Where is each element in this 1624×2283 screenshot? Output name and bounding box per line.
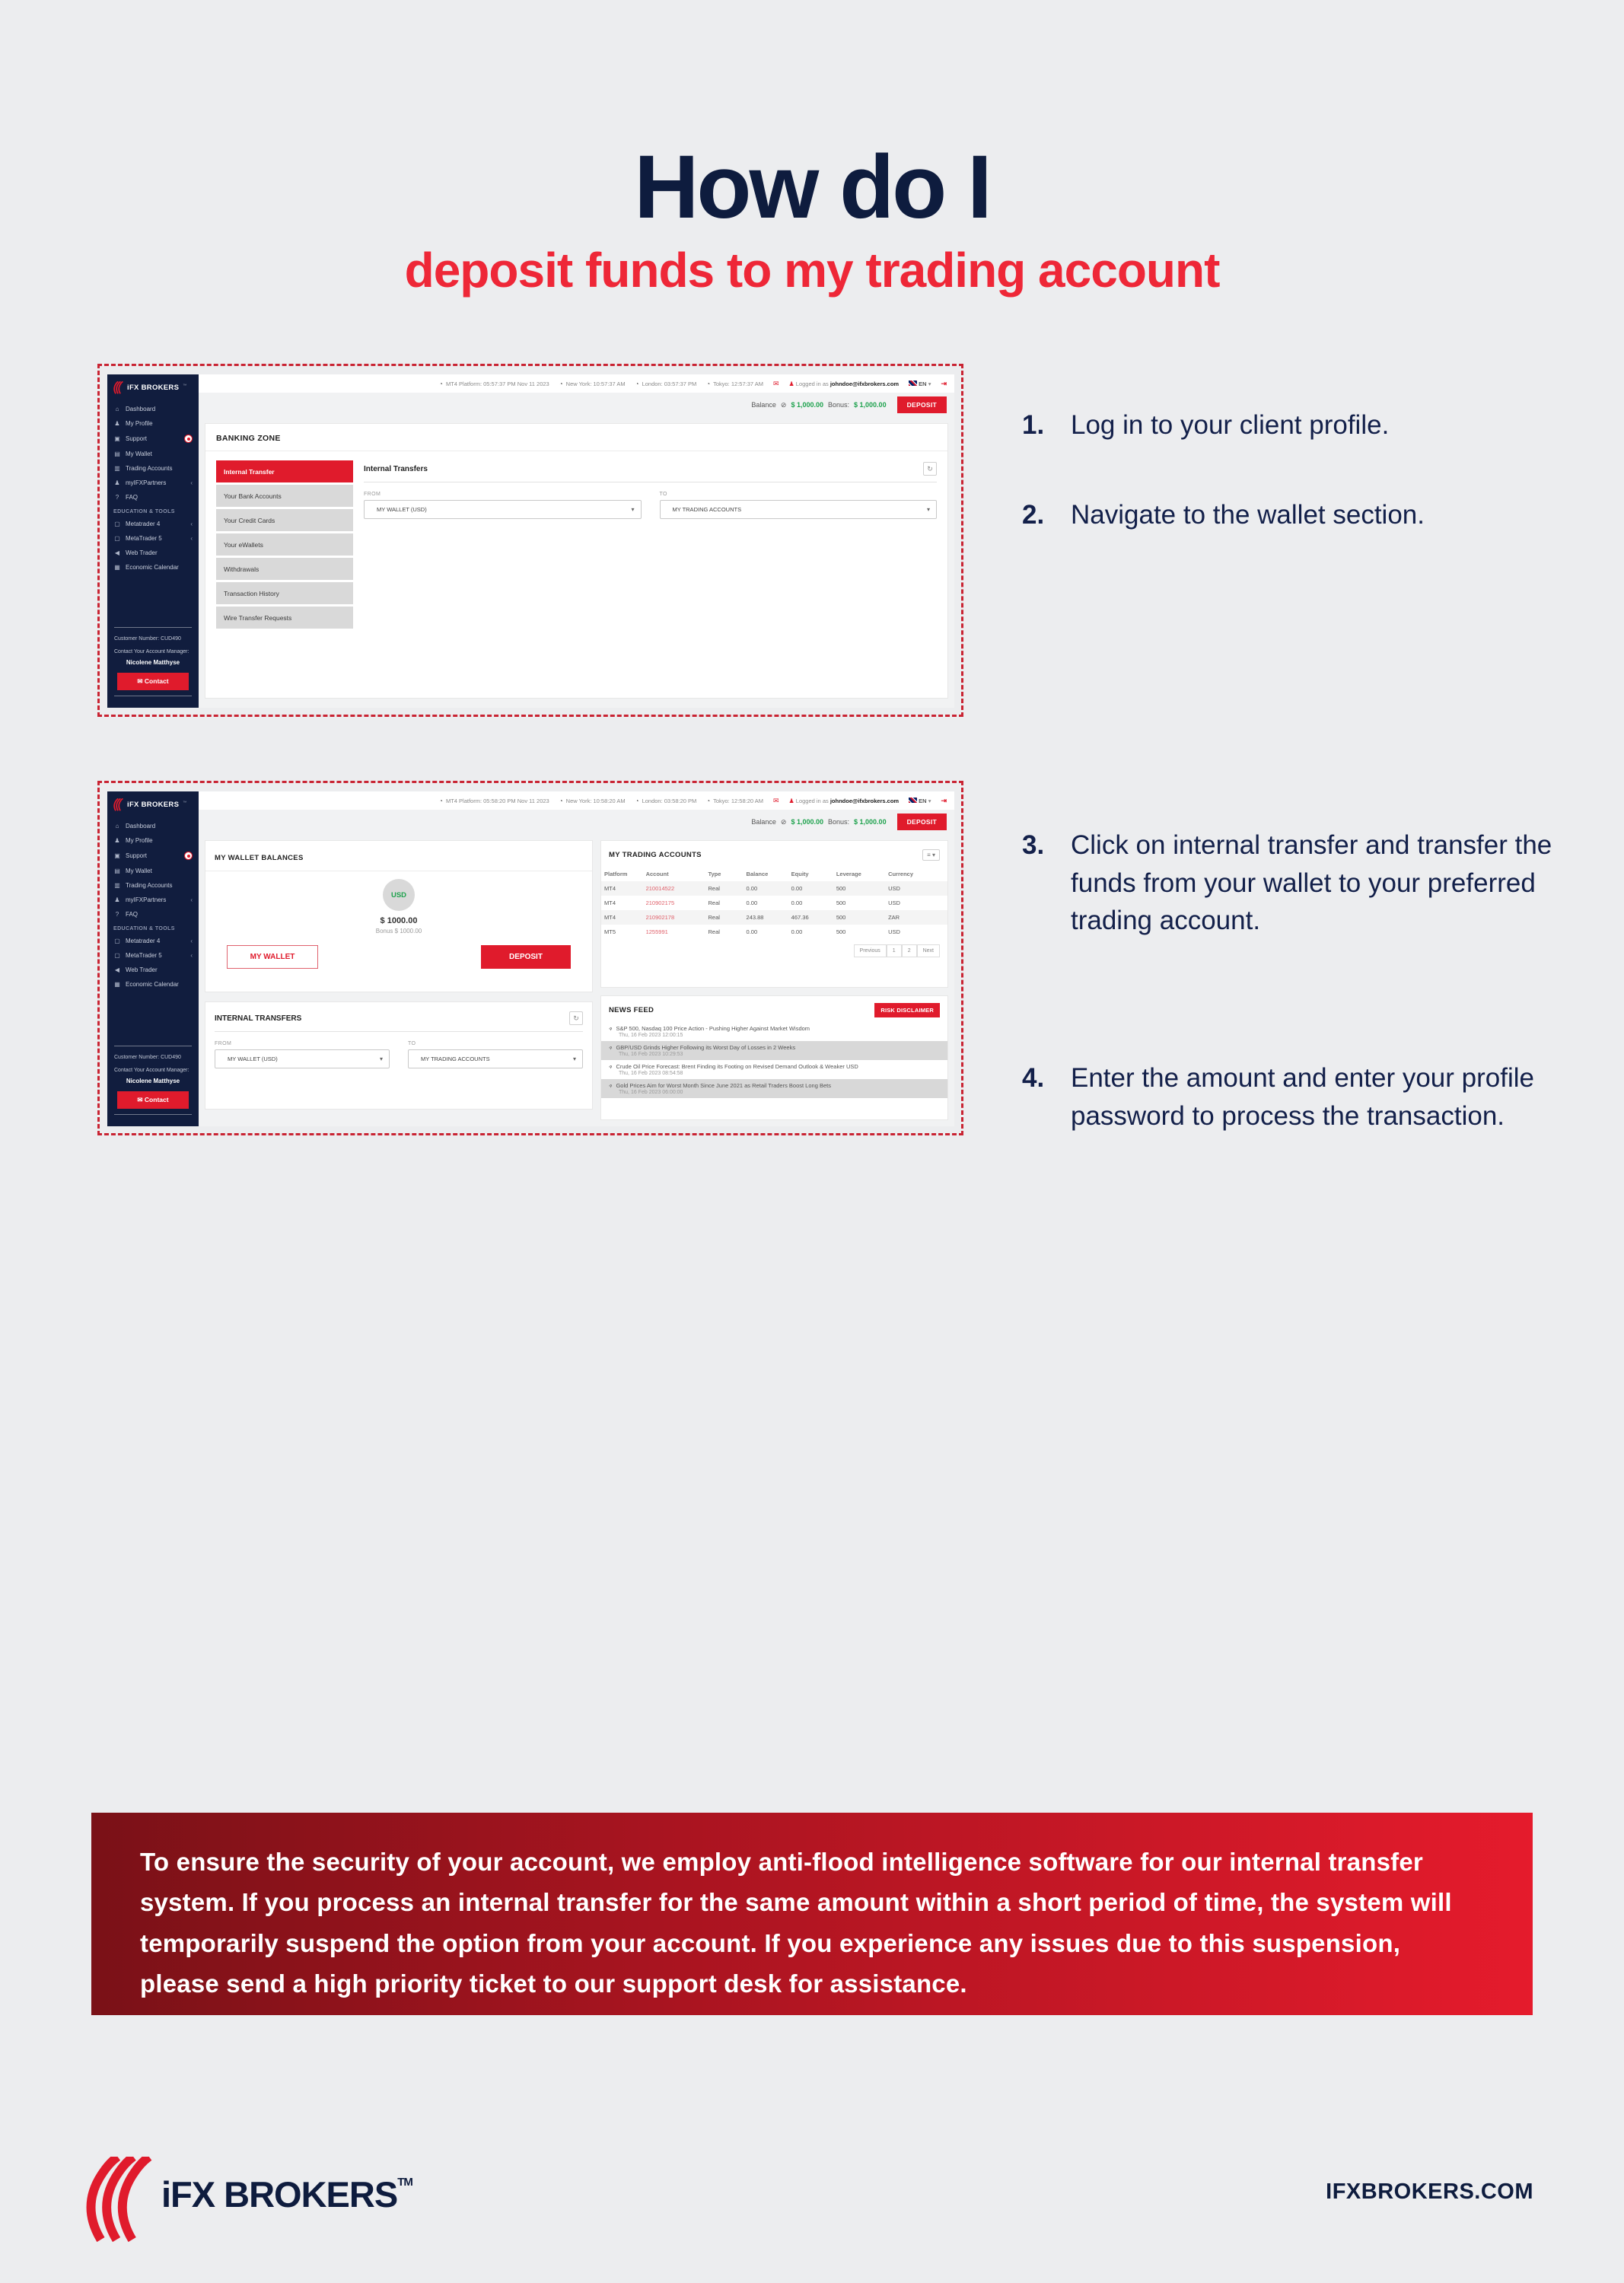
support-icon: ▣: [114, 852, 120, 859]
user-icon: ♟: [788, 380, 794, 387]
chevron-down-icon: ▾: [631, 506, 635, 513]
col-leverage: Leverage: [836, 871, 861, 877]
sidebar-item-myifxpartners[interactable]: ♟ myIFXPartners ‹: [114, 896, 193, 903]
cell: 500: [833, 910, 885, 925]
screenshot-2-frame: [97, 781, 963, 1135]
account-manager-label: Contact Your Account Manager:: [114, 648, 189, 654]
col-currency: Currency: [888, 871, 913, 877]
step-1-text: Log in to your client profile.: [1071, 410, 1390, 440]
rss-icon: »: [607, 1043, 614, 1052]
cell: 243.88: [744, 910, 788, 925]
chevron-left-icon: ‹: [190, 938, 193, 944]
step-3-number: 3.: [1022, 830, 1045, 860]
cell: 0.00: [791, 928, 803, 935]
trading-accounts-card: [600, 840, 948, 988]
news-item[interactable]: » Crude Oil Price Forecast: Brent Finding its Footing on Revised Demand Outlook & Weaker USD Thu, 16 Feb 2023 08:54:58: [601, 1060, 947, 1079]
customer-number: Customer Number: CUD490: [114, 1055, 181, 1060]
sidebar-item-my-wallet[interactable]: ▤ My Wallet: [114, 868, 152, 874]
refresh-icon: ↻: [927, 464, 933, 473]
balance-bar: [199, 810, 954, 834]
sidebar: [107, 791, 199, 1126]
rss-icon: »: [607, 1062, 614, 1071]
account-number-link[interactable]: 210902175: [645, 900, 675, 906]
deposit-button[interactable]: DEPOSIT: [897, 396, 947, 413]
sidebar-section-education-tools: EDUCATION & TOOLS: [113, 926, 175, 931]
sidebar-item-metatrader4[interactable]: ▢ Metatrader 4 ‹: [114, 521, 193, 527]
wallet-deposit-button[interactable]: DEPOSIT: [481, 945, 571, 969]
chevron-down-icon: ▾: [926, 506, 930, 513]
sidebar-item-myifxpartners[interactable]: ♟ myIFXPartners ‹: [114, 479, 193, 486]
briefcase-icon: ▥: [114, 465, 120, 472]
to-label: TO: [408, 1041, 416, 1046]
megaphone-icon: ◀: [114, 966, 120, 973]
cell: ZAR: [885, 910, 947, 925]
step-2-text: Navigate to the wallet section.: [1071, 500, 1425, 530]
contact-button[interactable]: ✉ Contact: [117, 1091, 189, 1109]
refresh-button[interactable]: [569, 1011, 583, 1025]
account-number-link[interactable]: 1255991: [645, 928, 668, 935]
main-area: [199, 374, 954, 708]
bonus-label: Bonus:: [828, 401, 850, 409]
menu-internal-transfer[interactable]: Internal Transfer: [216, 460, 353, 482]
divider: [114, 627, 192, 628]
cell: USD: [888, 928, 900, 935]
pagination: [601, 939, 947, 957]
london-time: ◔ London: 03:57:37 PM: [635, 380, 697, 387]
cell: MT4: [604, 900, 616, 906]
sidebar-logo: [107, 791, 199, 819]
sidebar-item-dashboard[interactable]: ⌂ Dashboard: [107, 402, 199, 416]
screenshot-1-frame: [97, 364, 963, 717]
home-icon: ⌂: [115, 406, 119, 412]
step-3-text: Click on internal transfer and transfer the funds from your wallet to your preferred trading account.: [1071, 830, 1552, 936]
mail-icon[interactable]: ✉: [772, 796, 779, 804]
refresh-button[interactable]: [923, 462, 937, 476]
balance-label: Balance: [751, 401, 776, 409]
banking-zone-card: [205, 423, 948, 699]
to-label: TO: [659, 492, 667, 497]
balance-bar: [199, 393, 954, 417]
step-4-text: Enter the amount and enter your profile password to process the transaction.: [1071, 1063, 1534, 1131]
panel-title: Internal Transfers: [364, 464, 428, 473]
trading-accounts-table: [601, 867, 947, 939]
tokyo-time: ◔ Tokyo: 12:58:20 AM: [706, 797, 763, 804]
sidebar-item-web-trader[interactable]: ◀ Web Trader: [114, 549, 158, 556]
from-select[interactable]: MY WALLET (USD) ▾: [215, 1049, 390, 1068]
menu-your-ewallets[interactable]: Your eWallets: [216, 533, 353, 556]
monitor-icon: ▢: [114, 535, 120, 542]
col-account: Account: [645, 871, 669, 877]
sidebar-section-education-tools: EDUCATION & TOOLS: [113, 509, 175, 514]
customer-number: Customer Number: CUD490: [114, 636, 181, 642]
logged-in-user: ♟ Logged in as johndoe@ifxbrokers.com: [788, 797, 900, 804]
step-4: [1022, 1059, 1555, 1135]
cell: USD: [888, 900, 900, 906]
top-bar: [199, 791, 954, 810]
page-subtitle: deposit funds to my trading account: [404, 243, 1220, 298]
refresh-icon: ↻: [573, 1014, 579, 1022]
col-balance: Balance: [746, 871, 769, 877]
news-item-date: Thu, 16 Feb 2023 06:00:00: [619, 1090, 683, 1095]
to-select[interactable]: MY TRADING ACCOUNTS ▾: [660, 500, 938, 519]
language-selector[interactable]: EN ▾: [909, 798, 931, 804]
megaphone-icon: ◀: [114, 549, 120, 556]
risk-disclaimer-button[interactable]: RISK DISCLAIMER: [874, 1003, 940, 1017]
account-number-link[interactable]: 210902178: [643, 910, 705, 925]
clock-icon: ◔: [635, 797, 639, 804]
top-bar: [199, 374, 954, 393]
notifications-off-icon[interactable]: ⊘: [780, 817, 787, 826]
sidebar-item-trading-accounts[interactable]: ▥ Trading Accounts: [114, 882, 173, 889]
page-title: How do I: [634, 137, 990, 237]
usd-currency-badge: USD: [383, 879, 415, 911]
news-item[interactable]: » GBP/USD Grinds Higher Following its Worst Day of Losses in 2 Weeks Thu, 16 Feb 2023 10:29:53: [601, 1041, 947, 1060]
menu-your-bank-accounts[interactable]: Your Bank Accounts: [216, 485, 353, 507]
contact-button[interactable]: ✉ Contact: [117, 673, 189, 690]
calendar-icon: ▦: [114, 564, 120, 571]
ifx-swoosh-icon: [113, 381, 123, 394]
cell: Real: [705, 881, 743, 896]
cell: 0.00: [746, 928, 758, 935]
cell: 500: [833, 881, 885, 896]
ifx-swoosh-icon: [113, 798, 123, 811]
support-icon: ▣: [114, 435, 120, 442]
view-options-button[interactable]: ≡ ▾: [922, 849, 940, 861]
sidebar-item-support[interactable]: ▣ Support: [107, 431, 199, 447]
internal-transfers-title: INTERNAL TRANSFERS: [215, 1014, 302, 1023]
clock-icon: ◔: [439, 797, 443, 804]
notifications-off-icon[interactable]: ⊘: [780, 400, 787, 409]
news-item[interactable]: » Gold Prices Aim for Worst Month Since June 2021 as Retail Traders Boost Long Bets Thu, 16 Feb 2023 06:00:00: [601, 1079, 947, 1098]
rss-icon: »: [607, 1081, 614, 1090]
divider: [114, 1114, 192, 1115]
account-manager-label: Contact Your Account Manager:: [114, 1067, 189, 1073]
footer-brand-name: iFX BROKERS™: [161, 2174, 412, 2215]
cell: MT4: [601, 910, 643, 925]
news-feed-card: [600, 995, 948, 1120]
user-icon: ♟: [114, 837, 120, 844]
cell: 500: [836, 900, 846, 906]
cell: MT5: [604, 928, 616, 935]
sidebar: [107, 374, 199, 708]
security-warning-banner: [91, 1813, 1533, 2015]
step-4-number: 4.: [1022, 1063, 1045, 1093]
monitor-icon: ▢: [114, 952, 120, 959]
sidebar-item-trading-accounts[interactable]: ▥ Trading Accounts: [114, 465, 173, 472]
briefcase-icon: ▥: [114, 882, 120, 889]
account-manager-name: Nicolene Matthyse: [126, 659, 180, 666]
mt4-platform-time: ◔ MT4 Platform: 05:57:37 PM Nov 11 2023: [439, 380, 549, 387]
bonus-value: $ 1,000.00: [854, 401, 887, 409]
step-1: [1022, 406, 1600, 444]
monitor-icon: ▢: [114, 938, 120, 944]
user-icon: ♟: [114, 420, 120, 427]
clock-icon: ◔: [559, 797, 563, 804]
sidebar-footer: [107, 622, 199, 708]
sidebar-item-faq[interactable]: ? FAQ: [107, 490, 199, 505]
monitor-icon: ▢: [114, 521, 120, 527]
pagination-page-2[interactable]: 2: [902, 944, 917, 957]
partners-icon: ♟: [114, 479, 120, 486]
support-notification-badge: [184, 435, 193, 443]
bonus-value: $ 1,000.00: [854, 818, 887, 826]
cell: 0.00: [791, 900, 803, 906]
cell: 467.36: [788, 910, 833, 925]
calendar-icon: ▦: [114, 981, 120, 988]
clock-icon: ◔: [559, 380, 563, 387]
uk-flag-icon: [909, 798, 917, 803]
support-notification-badge: [184, 852, 193, 860]
banking-menu: [216, 460, 353, 631]
sidebar-footer: [107, 1040, 199, 1126]
wallet-icon: ▤: [114, 451, 120, 457]
new-york-time: ◔ New York: 10:58:20 AM: [559, 797, 626, 804]
balance-label: Balance: [751, 818, 776, 826]
bonus-label: Bonus:: [828, 818, 850, 826]
wallet-bonus: Bonus $ 1000.00: [375, 928, 422, 935]
clock-icon: ◔: [706, 797, 711, 804]
london-time: ◔ London: 03:58:20 PM: [635, 797, 697, 804]
client-portal-screen-1: [107, 374, 954, 708]
wallet-balances-title: MY WALLET BALANCES: [215, 854, 304, 862]
chevron-left-icon: ‹: [190, 521, 193, 527]
wallet-balances-card: [205, 840, 593, 992]
mt4-platform-time: ◔ MT4 Platform: 05:58:20 PM Nov 11 2023: [439, 797, 549, 804]
mail-icon[interactable]: ✉: [772, 379, 779, 387]
sidebar-item-my-profile[interactable]: ♟ My Profile: [114, 837, 153, 844]
col-platform: Platform: [604, 871, 628, 877]
deposit-button[interactable]: DEPOSIT: [897, 814, 947, 830]
trademark: TM: [397, 2176, 412, 2189]
envelope-icon: ✉: [137, 1096, 143, 1103]
cell: 0.00: [788, 881, 833, 896]
footer-logo: [82, 2157, 155, 2246]
news-item-date: Thu, 16 Feb 2023 10:29:53: [619, 1052, 683, 1057]
cell: 0.00: [746, 900, 758, 906]
cell: Real: [708, 928, 720, 935]
home-icon: ⌂: [115, 823, 119, 829]
chevron-left-icon: ‹: [190, 896, 193, 903]
news-item[interactable]: » S&P 500, Nasdaq 100 Price Action - Pushing Higher Against Market Wisdom Thu, 16 Feb 2023 12:00:15: [601, 1022, 947, 1041]
col-type: Type: [708, 871, 721, 877]
language-selector[interactable]: EN ▾: [909, 380, 931, 387]
wallet-amount: $ 1000.00: [380, 916, 418, 925]
question-icon: ?: [115, 911, 119, 918]
step-2-number: 2.: [1022, 500, 1045, 530]
sidebar-item-metatrader4[interactable]: ▢ Metatrader 4 ‹: [114, 938, 193, 944]
envelope-icon: ✉: [137, 677, 143, 685]
sidebar-item-economic-calendar[interactable]: ▦ Economic Calendar: [114, 564, 179, 571]
cell: 0.00: [744, 881, 788, 896]
step-3: [1022, 826, 1585, 940]
internal-transfers-card: [205, 1001, 593, 1110]
chevron-left-icon: ‹: [190, 952, 193, 959]
sidebar-item-dashboard[interactable]: ⌂ Dashboard: [107, 819, 199, 833]
partners-icon: ♟: [114, 896, 120, 903]
sidebar-logo: [107, 374, 199, 402]
step-2: [1022, 496, 1600, 534]
banking-zone-title: BANKING ZONE: [205, 424, 947, 451]
chevron-down-icon: ▾: [572, 1056, 576, 1062]
chevron-left-icon: ‹: [190, 535, 193, 542]
news-feed-title: NEWS FEED: [609, 1006, 654, 1014]
menu-withdrawals[interactable]: Withdrawals: [216, 558, 353, 580]
chevron-left-icon: ‹: [190, 479, 193, 486]
account-manager-name: Nicolene Matthyse: [126, 1078, 180, 1084]
clock-icon: ◔: [439, 380, 443, 387]
balance-value: $ 1,000.00: [791, 401, 823, 409]
footer-website-url: IFXBROKERS.COM: [1326, 2180, 1533, 2204]
menu-transaction-history[interactable]: Transaction History: [216, 582, 353, 604]
trademark: ™: [183, 383, 187, 388]
logout-icon[interactable]: ⇥: [941, 379, 947, 387]
security-warning-text: To ensure the security of your account, we employ anti-flood intelligence software for our internal transfer system. If you process an internal transfer for the same amount within a short period of time, the system will temporarily suspend the option from your account. If you experience any issues due to this suspension, please send a high priority ticket to our support desk for assistance.: [140, 1848, 1452, 1998]
brand-name: iFX BROKERS: [127, 384, 180, 392]
sidebar-item-metatrader5[interactable]: ▢ MetaTrader 5 ‹: [114, 952, 193, 959]
cell: Real: [708, 900, 720, 906]
from-label: FROM: [364, 492, 381, 497]
step-1-number: 1.: [1022, 410, 1045, 440]
cell: 500: [836, 928, 846, 935]
clock-icon: ◔: [635, 380, 639, 387]
rss-icon: »: [607, 1024, 614, 1033]
account-number-link[interactable]: 210014522: [643, 881, 705, 896]
user-icon: ♟: [788, 797, 794, 804]
balance-value: $ 1,000.00: [791, 818, 823, 826]
brand-name: iFX BROKERS: [127, 801, 180, 809]
chevron-down-icon: ▾: [928, 380, 931, 387]
news-item-date: Thu, 16 Feb 2023 12:00:15: [619, 1033, 683, 1038]
chevron-down-icon: ▾: [379, 1056, 383, 1062]
trademark: ™: [183, 800, 187, 805]
new-york-time: ◔ New York: 10:57:37 AM: [559, 380, 626, 387]
col-equity: Equity: [791, 871, 809, 877]
uk-flag-icon: [909, 380, 917, 386]
menu-wire-transfer-requests[interactable]: Wire Transfer Requests: [216, 607, 353, 629]
logged-in-user: ♟ Logged in as johndoe@ifxbrokers.com: [788, 380, 900, 387]
pagination-next[interactable]: Next: [917, 944, 940, 957]
to-select[interactable]: MY TRADING ACCOUNTS ▾: [408, 1049, 583, 1068]
clock-icon: ◔: [706, 380, 711, 387]
trading-accounts-title: MY TRADING ACCOUNTS: [609, 851, 702, 859]
sidebar-item-metatrader5[interactable]: ▢ MetaTrader 5 ‹: [114, 535, 193, 542]
main-area: [199, 791, 954, 1126]
chevron-down-icon: ▾: [928, 797, 931, 804]
sidebar-item-my-wallet[interactable]: ▤ My Wallet: [114, 451, 152, 457]
sidebar-item-support[interactable]: ▣ Support: [107, 848, 199, 864]
sidebar-item-economic-calendar[interactable]: ▦ Economic Calendar: [114, 981, 179, 988]
news-item-date: Thu, 16 Feb 2023 08:54:58: [619, 1071, 683, 1076]
cell: MT4: [601, 881, 643, 896]
menu-your-credit-cards[interactable]: Your Credit Cards: [216, 509, 353, 531]
sidebar-item-web-trader[interactable]: ◀ Web Trader: [114, 966, 158, 973]
internal-transfers-panel: [364, 460, 937, 631]
question-icon: ?: [115, 494, 119, 501]
from-select[interactable]: MY WALLET (USD) ▾: [364, 500, 642, 519]
pagination-page-1[interactable]: 1: [887, 944, 902, 957]
wallet-icon: ▤: [114, 868, 120, 874]
client-portal-screen-2: [107, 791, 954, 1126]
logout-icon[interactable]: ⇥: [941, 796, 947, 804]
sidebar-item-faq[interactable]: ? FAQ: [107, 907, 199, 922]
tokyo-time: ◔ Tokyo: 12:57:37 AM: [706, 380, 763, 387]
sidebar-item-my-profile[interactable]: ♟ My Profile: [114, 420, 153, 427]
my-wallet-button[interactable]: MY WALLET: [227, 945, 318, 969]
cell: USD: [885, 881, 947, 896]
cell: Real: [705, 910, 743, 925]
pagination-previous[interactable]: Previous: [854, 944, 887, 957]
from-label: FROM: [215, 1041, 232, 1046]
ifx-swoosh-icon: [82, 2157, 155, 2242]
